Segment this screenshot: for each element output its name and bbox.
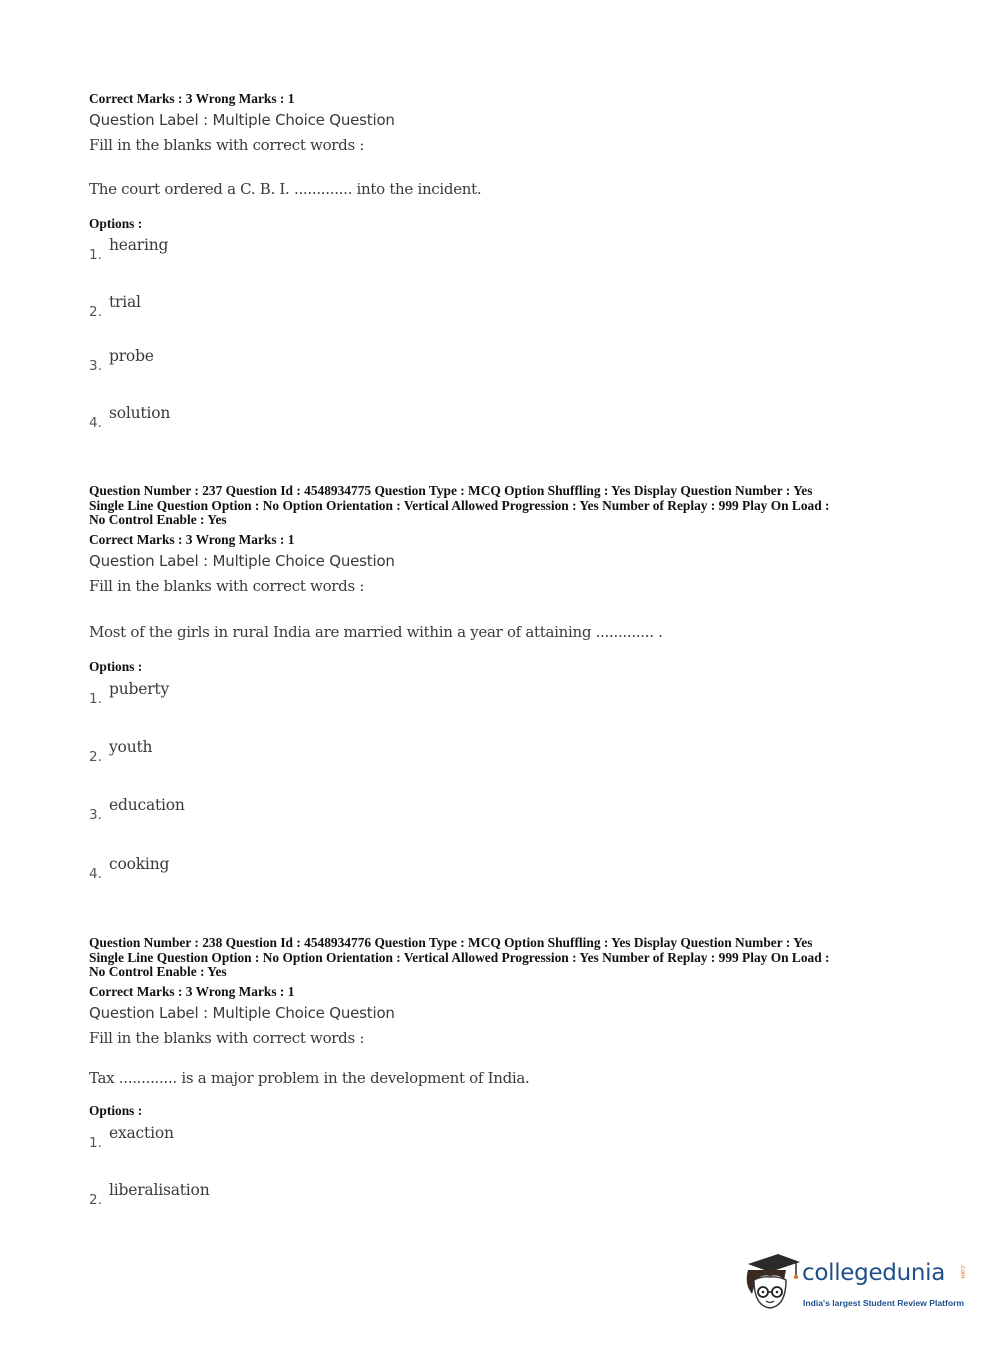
option-number: 3. (89, 358, 102, 374)
q3-meta (89, 936, 919, 980)
q1-option-2[interactable] (89, 293, 389, 323)
q2-meta-line-2: Single Line Question Option : No Option Orientation : Vertical Allowed Progression : Yes Number of Replay : 999 Play On Load : (89, 497, 830, 513)
q1-option-3[interactable] (89, 347, 389, 377)
option-number: 1. (89, 247, 102, 263)
option-text: puberty (109, 680, 169, 698)
q3-options-heading: Options : (89, 1103, 143, 1118)
option-text: probe (109, 347, 154, 365)
q2-meta (89, 484, 919, 528)
logo-wordmark: collegedunia (802, 1260, 946, 1286)
q3-meta-line-3: No Control Enable : Yes (89, 964, 227, 980)
option-number: 2. (89, 749, 102, 765)
option-number: 1. (89, 1135, 102, 1151)
option-number: 2. (89, 304, 102, 320)
option-text: solution (109, 404, 171, 422)
option-number: 2. (89, 1192, 102, 1208)
q3-option-1[interactable] (89, 1124, 389, 1154)
q3-option-2[interactable] (89, 1181, 389, 1211)
q1-option-1[interactable] (89, 236, 389, 266)
q3-meta-line-2: Single Line Question Option : No Option Orientation : Vertical Allowed Progression : Yes Number of Replay : 999 Play On Load : (89, 949, 830, 965)
option-number: 4. (89, 866, 102, 882)
q2-option-1[interactable] (89, 680, 389, 710)
option-text: hearing (109, 236, 169, 254)
q2-instruction: Fill in the blanks with correct words : (89, 577, 365, 595)
q1-marks: Correct Marks : 3 Wrong Marks : 1 (89, 91, 295, 106)
option-text: cooking (109, 855, 170, 873)
q2-option-4[interactable] (89, 855, 389, 885)
option-text: liberalisation (109, 1181, 210, 1199)
option-text: education (109, 796, 185, 814)
q2-question-text: Most of the girls in rural India are married within a year of attaining ............. . (89, 623, 663, 641)
q3-question-label: Question Label : Multiple Choice Question (89, 1004, 395, 1022)
q2-meta-line-3: No Control Enable : Yes (89, 512, 227, 528)
student-mascot-icon (740, 1250, 802, 1316)
q1-question-label: Question Label : Multiple Choice Question (89, 111, 395, 129)
q3-instruction: Fill in the blanks with correct words : (89, 1029, 365, 1047)
q2-marks: Correct Marks : 3 Wrong Marks : 1 (89, 532, 295, 547)
q1-question-text: The court ordered a C. B. I. ............. into the incident. (89, 180, 482, 198)
option-number: 4. (89, 415, 102, 431)
option-text: youth (109, 738, 153, 756)
q2-option-3[interactable] (89, 796, 389, 826)
q1-options-heading: Options : (89, 216, 143, 231)
option-number: 1. (89, 691, 102, 707)
logo-tagline: India's largest Student Review Platform (803, 1298, 965, 1308)
option-text: trial (109, 293, 141, 311)
q3-meta-line-1: Question Number : 238 Question Id : 4548934776 Question Type : MCQ Option Shuffling : Yes Display Question Number : Yes (89, 935, 813, 950)
q3-marks: Correct Marks : 3 Wrong Marks : 1 (89, 984, 295, 999)
collegedunia-logo[interactable] (740, 1250, 970, 1320)
q2-option-2[interactable] (89, 738, 389, 768)
option-number: 3. (89, 807, 102, 823)
logo-com-suffix: .com (959, 1264, 966, 1279)
q3-question-text: Tax ............. is a major problem in the development of India. (89, 1069, 530, 1087)
q2-question-label: Question Label : Multiple Choice Question (89, 552, 395, 570)
q2-meta-line-1: Question Number : 237 Question Id : 4548934775 Question Type : MCQ Option Shuffling : Yes Display Question Number : Yes (89, 483, 813, 498)
q1-option-4[interactable] (89, 404, 389, 434)
q1-instruction: Fill in the blanks with correct words : (89, 136, 365, 154)
q2-options-heading: Options : (89, 659, 143, 674)
option-text: exaction (109, 1124, 174, 1142)
